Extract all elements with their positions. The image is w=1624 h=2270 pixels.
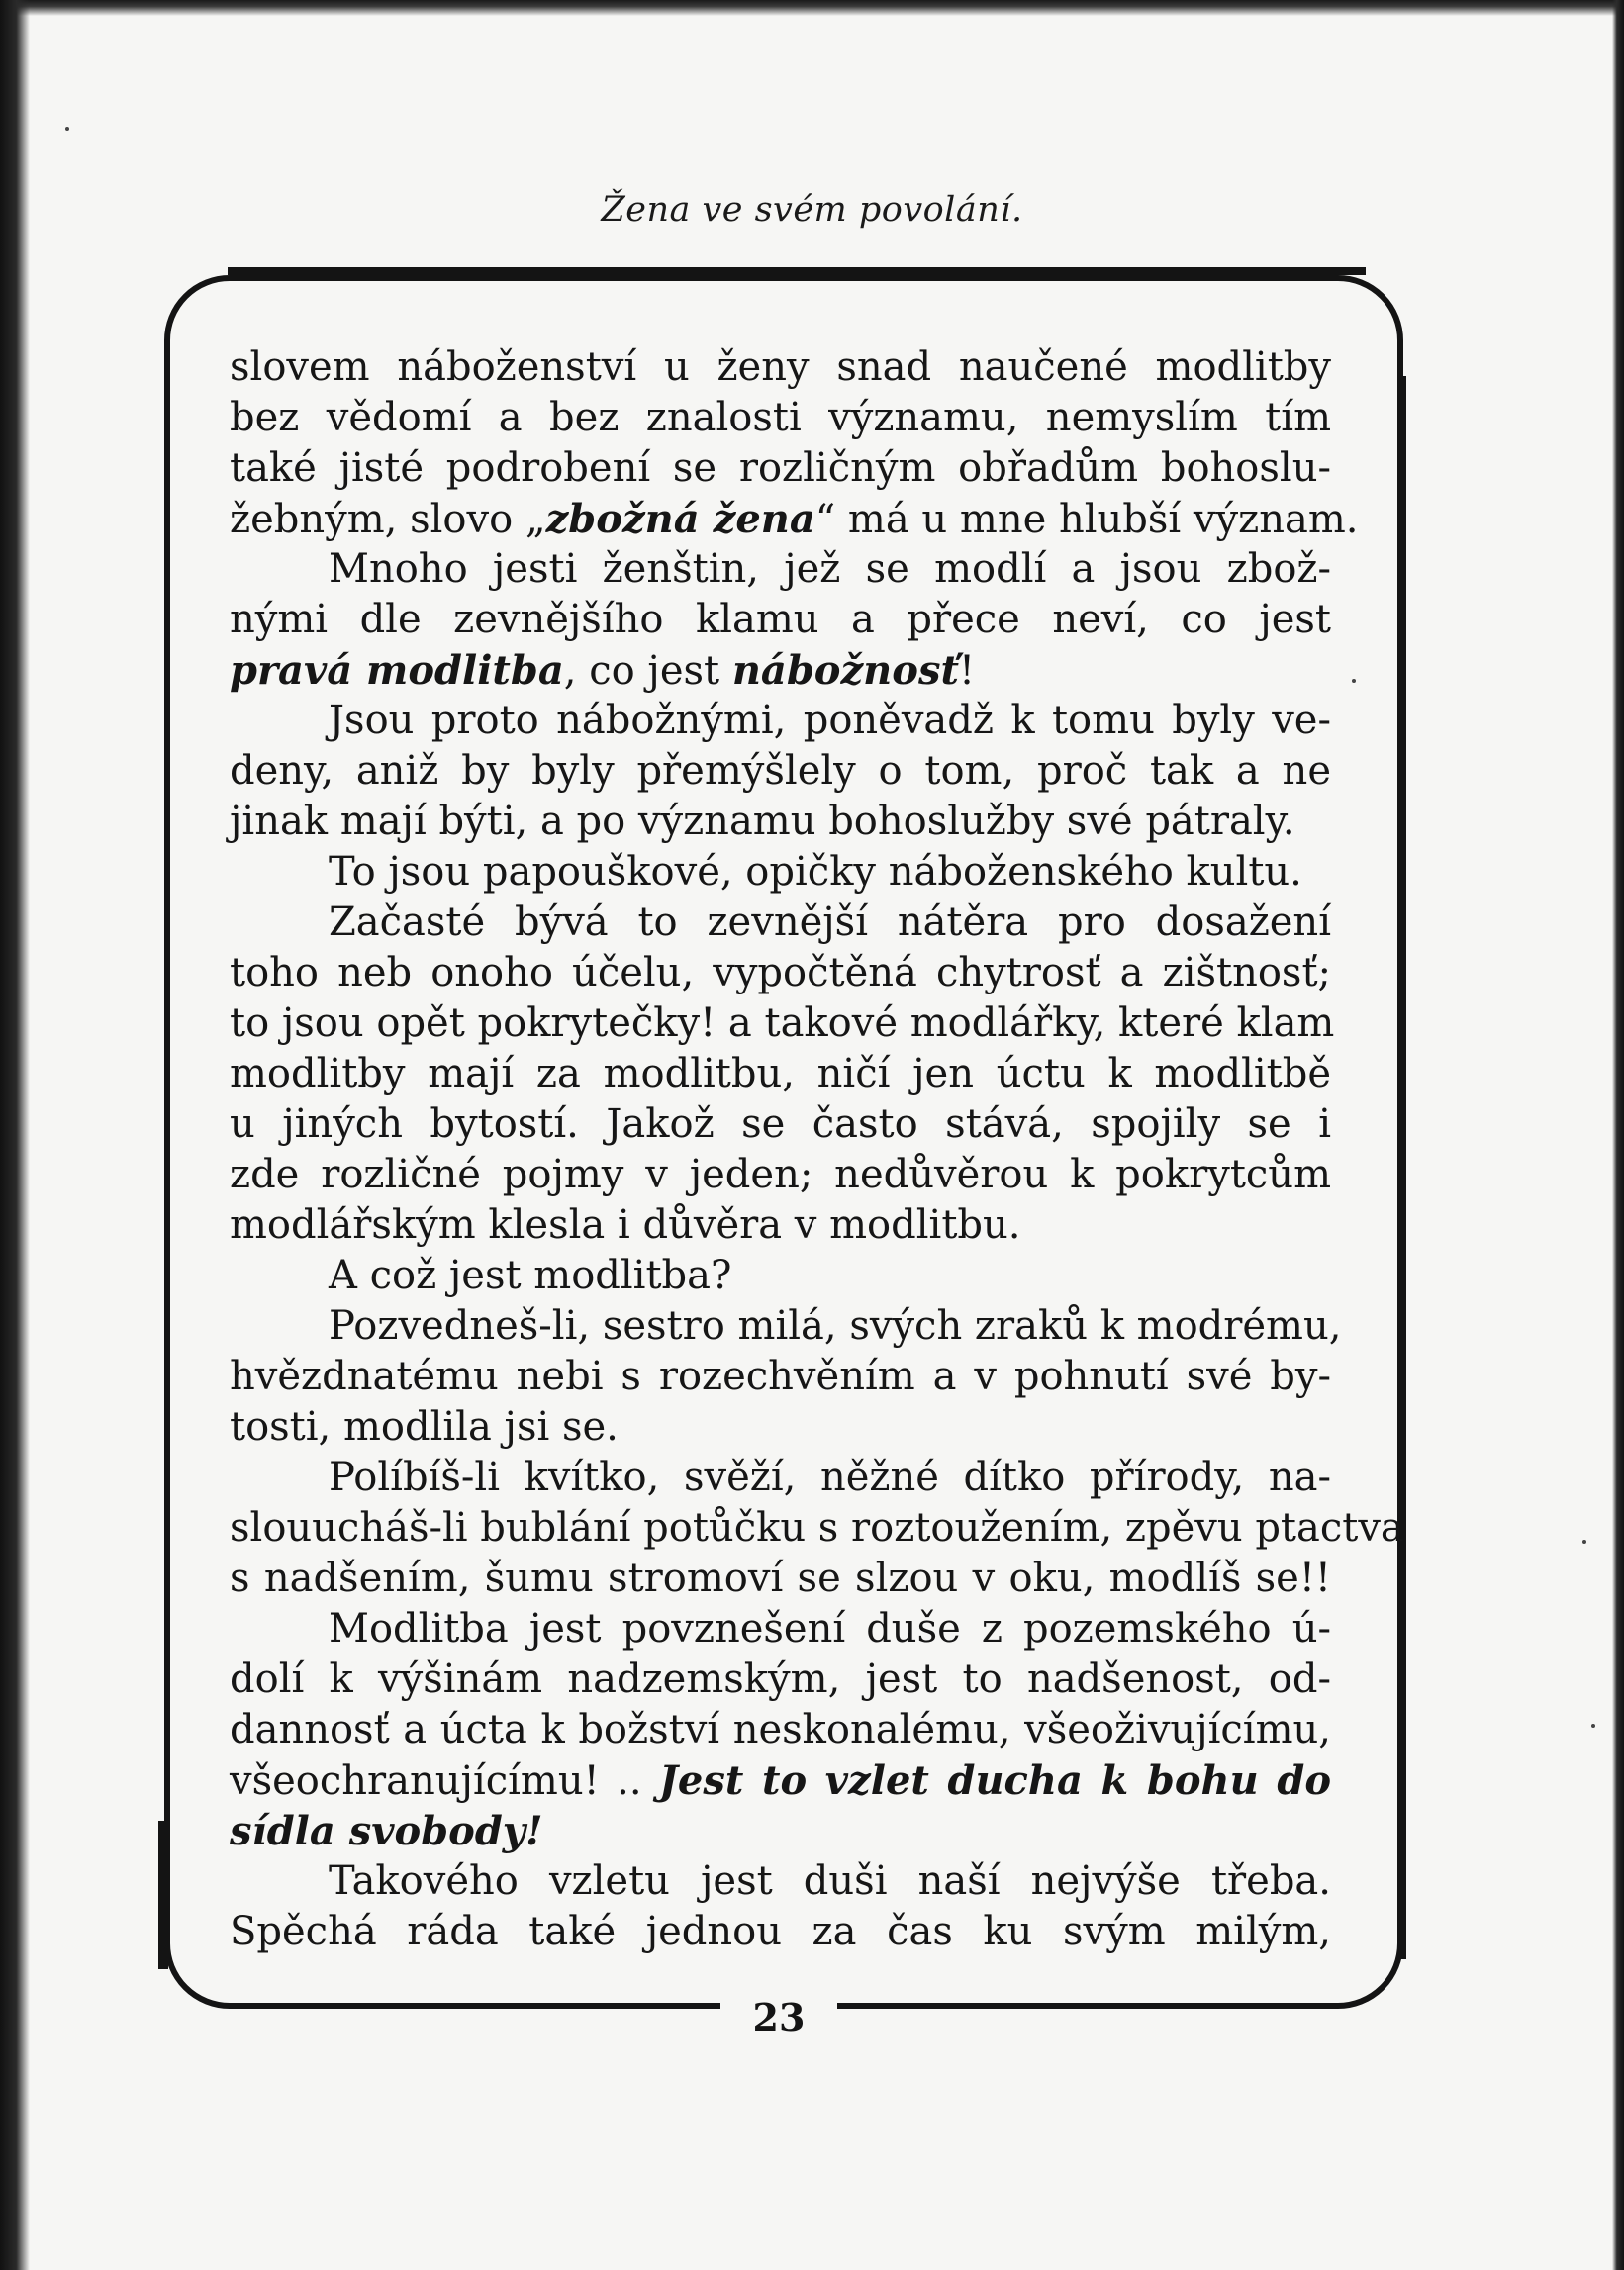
text-line: Spěchá ráda také jednou za čas ku svým milým, xyxy=(230,1909,1331,1954)
text-line: Políbíš-li kvítko, svěží, něžné dítko přírody, na- xyxy=(329,1455,1331,1500)
scan-speck xyxy=(1591,1724,1595,1728)
text-line: deny, aniž by byly přemýšlely o tom, proč tak a ne xyxy=(230,748,1331,794)
text-line: Pozvedneš-li, sestro milá, svých zraků k modrému, xyxy=(329,1303,1342,1349)
scan-edge-top xyxy=(0,0,1624,16)
text-line: modlitby mají za modlitbu, ničí jen úctu k modlitbě xyxy=(230,1051,1331,1096)
text-line: s nadšením, šumu stromoví se slzou v oku, modlíš se!! xyxy=(230,1556,1331,1601)
page-frame-top-accent xyxy=(228,267,1366,283)
text-line: zde rozličné pojmy v jeden; nedůvěrou k pokrytcům xyxy=(230,1152,1331,1197)
text-line: slouucháš-li bublání potůčku s roztoužením, zpěvu ptactva xyxy=(230,1505,1404,1551)
scan-speck xyxy=(1352,679,1356,683)
text-line: modlářským klesla i důvěra v modlitbu. xyxy=(230,1202,1021,1248)
text-line: dolí k výšinám nadzemským, jest to nadšenost, od- xyxy=(230,1656,1331,1702)
page-number: 23 xyxy=(752,1995,806,2039)
text-line: sídla svobody! xyxy=(230,1808,543,1854)
text-line: slovem náboženství u ženy snad naučené modlitby xyxy=(230,344,1331,390)
text-line: nými dle zevnějšího klamu a přece neví, co jest xyxy=(230,597,1331,642)
text-line: dannosť a úcta k božství neskonalému, všeoživujícímu, xyxy=(230,1707,1331,1752)
scan-speck xyxy=(1582,1540,1586,1544)
text-line: Modlitba jest povznešení duše z pozemského ú- xyxy=(329,1606,1331,1652)
text-line: Začasté bývá to zevnější nátěra pro dosažení xyxy=(329,899,1331,945)
running-header: Žena ve svém povolání. xyxy=(601,190,1023,230)
scan-speck xyxy=(65,127,69,131)
text-line: jinak mají býti, a po významu bohoslužby své pátraly. xyxy=(230,799,1295,844)
page-frame-left-accent xyxy=(158,1821,178,1969)
text-line: Jsou proto nábožnými, poněvadž k tomu byly ve- xyxy=(329,698,1331,743)
text-line: hvězdnatému nebi s rozechvěním a v pohnutí své by- xyxy=(230,1354,1331,1399)
text-line: všeochranujícímu! .. Jest to vzlet ducha k bohu do xyxy=(230,1757,1331,1804)
text-line: Takového vzletu jest duši naší nejvýše třeba. xyxy=(329,1858,1331,1904)
body-text xyxy=(230,342,1404,1957)
text-line: To jsou papouškové, opičky náboženského kultu. xyxy=(329,849,1302,895)
text-line: tosti, modlila jsi se. xyxy=(230,1404,619,1450)
text-line: to jsou opět pokrytečky! a takové modlářky, které klam xyxy=(230,1000,1335,1046)
scan-edge-left xyxy=(0,0,30,2270)
text-line: u jiných bytostí. Jakož se často stává, spojily se i xyxy=(230,1101,1331,1147)
text-line: bez vědomí a bez znalosti významu, nemyslím tím xyxy=(230,395,1331,440)
text-line: pravá modlitba, co jest nábožnosť! xyxy=(230,647,976,694)
page-frame-right-accent xyxy=(1398,376,1414,1959)
text-line: A což jest modlitba? xyxy=(329,1253,732,1298)
text-line: Mnoho jesti ženštin, jež se modlí a jsou zbož- xyxy=(329,546,1331,592)
scan-edge-right xyxy=(1612,0,1624,2270)
text-line: žebným, slovo „zbožná žena“ má u mne hlubší význam. xyxy=(230,496,1359,542)
text-line: toho neb onoho účelu, vypočtěná chytrosť a zištnosť; xyxy=(230,950,1331,995)
text-line: také jisté podrobení se rozličným obřadům bohoslu- xyxy=(230,445,1331,491)
